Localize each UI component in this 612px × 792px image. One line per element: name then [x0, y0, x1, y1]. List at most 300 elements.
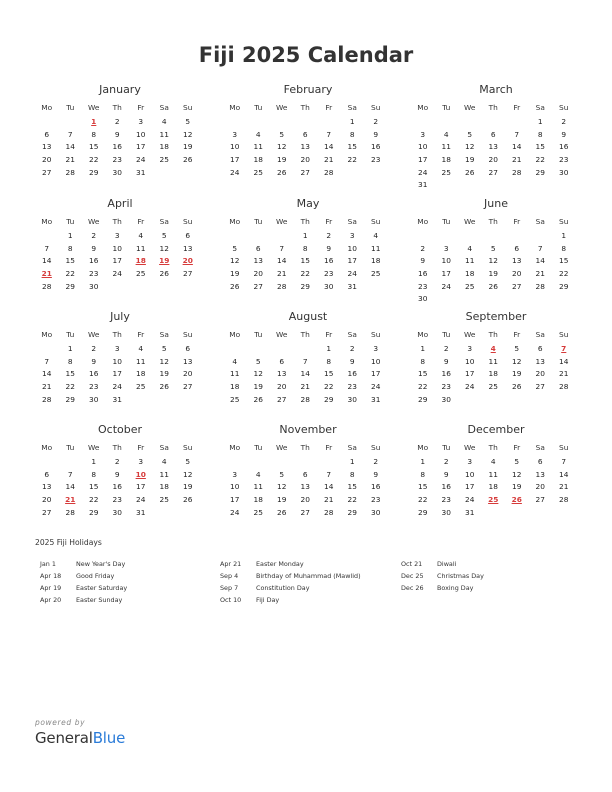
weekday-label: Tu	[66, 330, 75, 339]
week-row	[411, 343, 581, 356]
day-cell	[482, 293, 506, 306]
day-cell: 17	[112, 256, 122, 266]
day-cell: 10	[347, 243, 357, 253]
day-cell: 7	[279, 243, 285, 253]
day-cell: 13	[183, 243, 193, 253]
holiday-name: Easter Sunday	[76, 596, 123, 604]
day-cell: 23	[441, 495, 451, 505]
day-cell: 12	[512, 469, 522, 479]
powered-by-text: powered by	[35, 718, 86, 727]
holiday-column	[220, 558, 361, 606]
day-cell: 6	[279, 356, 285, 366]
month-name: June	[484, 197, 508, 210]
day-cell: 2	[443, 457, 449, 466]
week-row	[411, 293, 581, 306]
day-cell	[247, 343, 271, 356]
day-cell: 8	[91, 129, 97, 139]
day-cell: 18	[253, 495, 263, 505]
day-cell: 30	[441, 394, 451, 404]
day-cell: 14	[512, 142, 522, 152]
week-row	[411, 230, 581, 243]
day-cell: 23	[371, 155, 381, 165]
day-cell: 27	[183, 382, 193, 392]
holiday-day-cell: 19	[159, 256, 170, 266]
day-cell	[552, 293, 576, 306]
day-cell: 31	[371, 394, 381, 404]
day-cell: 25	[159, 495, 169, 505]
weekday-label: Sa	[535, 103, 545, 112]
day-cell	[294, 456, 318, 469]
weekday-label: Th	[488, 443, 498, 452]
day-cell: 15	[300, 256, 310, 266]
day-cell	[529, 230, 553, 243]
holiday-date: Apr 21	[220, 560, 242, 568]
month-name: November	[279, 423, 337, 436]
day-cell: 6	[44, 129, 50, 139]
day-cell	[247, 456, 271, 469]
weekday-label: Tu	[66, 103, 75, 112]
day-cell: 1	[67, 344, 73, 353]
weekday-label: We	[464, 103, 476, 112]
day-cell	[458, 230, 482, 243]
holiday-name: Good Friday	[76, 572, 115, 580]
day-cell: 24	[230, 167, 240, 177]
weekday-header	[411, 441, 581, 456]
day-cell: 14	[559, 356, 569, 366]
weekday-label: Mo	[229, 217, 241, 226]
day-cell: 17	[230, 155, 240, 165]
week-row	[223, 456, 393, 469]
day-cell: 15	[418, 482, 428, 492]
brand-name-part2: Blue	[92, 729, 126, 747]
day-cell: 18	[253, 155, 263, 165]
day-cell: 27	[535, 382, 545, 392]
day-cell: 15	[418, 369, 428, 379]
day-cell	[176, 507, 200, 520]
day-cell: 29	[89, 507, 99, 517]
day-cell	[270, 230, 294, 243]
day-cell: 18	[371, 256, 381, 266]
day-cell: 22	[324, 382, 334, 392]
holiday-name: Diwali	[437, 560, 457, 568]
weekday-label: We	[88, 217, 100, 226]
day-cell: 29	[535, 167, 545, 177]
month-march	[411, 83, 581, 192]
week-row	[35, 230, 205, 243]
day-cell: 19	[159, 369, 169, 379]
weekday-label: Sa	[347, 330, 357, 339]
weekday-label: Fr	[325, 330, 333, 339]
day-cell: 17	[112, 369, 122, 379]
day-cell	[176, 167, 200, 180]
day-cell: 24	[465, 495, 475, 505]
day-cell	[411, 230, 435, 243]
weekday-label: Mo	[229, 330, 241, 339]
weekday-label: Th	[112, 443, 122, 452]
week-row	[35, 116, 205, 129]
day-cell	[505, 179, 529, 192]
day-cell: 12	[159, 356, 169, 366]
month-september	[411, 310, 581, 406]
day-cell: 5	[490, 243, 496, 253]
day-cell: 13	[300, 482, 310, 492]
day-cell: 18	[465, 269, 475, 279]
holiday-name: Constitution Day	[256, 584, 310, 592]
day-cell: 26	[183, 155, 193, 165]
weekday-label: Tu	[442, 330, 451, 339]
day-cell	[458, 116, 482, 129]
day-cell: 13	[488, 142, 498, 152]
weekday-label: Tu	[66, 217, 75, 226]
day-cell: 5	[514, 344, 520, 353]
day-cell: 20	[300, 495, 310, 505]
weekday-label: Su	[183, 217, 193, 226]
holiday-row	[40, 582, 127, 594]
day-cell: 9	[326, 243, 332, 253]
weekday-label: Su	[183, 330, 193, 339]
day-cell: 18	[230, 382, 240, 392]
day-cell: 28	[300, 394, 310, 404]
week-row	[35, 141, 205, 154]
day-cell: 11	[253, 482, 263, 492]
day-cell: 4	[490, 457, 496, 466]
weekday-label: We	[88, 330, 100, 339]
day-cell: 8	[349, 469, 355, 479]
week-row	[411, 167, 581, 180]
week-row	[35, 507, 205, 520]
holiday-date: Oct 10	[220, 596, 242, 604]
day-cell: 18	[159, 142, 169, 152]
day-cell: 26	[183, 495, 193, 505]
day-cell: 13	[183, 356, 193, 366]
day-cell: 5	[185, 117, 191, 126]
day-cell: 26	[159, 382, 169, 392]
day-cell: 25	[136, 382, 146, 392]
weekday-label: Th	[112, 330, 122, 339]
day-cell: 25	[136, 269, 146, 279]
week-row	[35, 469, 205, 482]
day-cell: 5	[467, 129, 473, 139]
day-cell: 16	[371, 142, 381, 152]
week-row	[35, 129, 205, 142]
day-cell: 1	[349, 457, 355, 466]
day-cell: 24	[136, 495, 146, 505]
day-cell: 6	[255, 243, 261, 253]
weekday-label: Su	[183, 443, 193, 452]
day-cell: 26	[277, 167, 287, 177]
day-cell: 4	[161, 457, 167, 466]
day-cell: 6	[302, 129, 308, 139]
day-cell: 27	[277, 394, 287, 404]
month-name: March	[479, 83, 513, 96]
day-cell: 2	[114, 457, 120, 466]
day-cell: 22	[300, 269, 310, 279]
day-cell: 24	[465, 382, 475, 392]
holiday-day-cell: 10	[135, 469, 146, 479]
day-cell	[505, 116, 529, 129]
month-name: December	[467, 423, 525, 436]
day-cell: 8	[561, 243, 567, 253]
day-cell: 19	[465, 155, 475, 165]
week-row	[223, 343, 393, 356]
day-cell: 16	[441, 369, 451, 379]
day-cell: 28	[277, 281, 287, 291]
day-cell: 11	[441, 142, 451, 152]
day-cell: 2	[326, 231, 332, 240]
brand-name-part1: General	[35, 729, 93, 747]
month-april	[35, 197, 205, 293]
weekday-label: Sa	[159, 443, 169, 452]
day-cell: 5	[514, 457, 520, 466]
day-cell: 28	[512, 167, 522, 177]
day-cell: 22	[65, 269, 75, 279]
day-cell: 10	[441, 256, 451, 266]
day-cell: 3	[373, 344, 379, 353]
holiday-date: Apr 19	[40, 584, 62, 592]
month-august	[223, 310, 393, 406]
holiday-day-cell: 25	[488, 495, 499, 505]
day-cell: 3	[114, 231, 120, 240]
holiday-day-cell: 21	[41, 269, 52, 279]
day-cell: 7	[67, 469, 73, 479]
day-cell: 20	[535, 482, 545, 492]
day-cell	[529, 507, 553, 520]
day-cell: 4	[138, 231, 144, 240]
day-cell: 17	[441, 269, 451, 279]
day-cell: 12	[183, 469, 193, 479]
day-cell: 15	[65, 256, 75, 266]
day-cell: 10	[371, 356, 381, 366]
day-cell: 8	[91, 469, 97, 479]
day-cell	[223, 456, 247, 469]
day-cell	[505, 394, 529, 407]
day-cell: 20	[253, 269, 263, 279]
day-cell: 31	[465, 507, 475, 517]
day-cell: 15	[535, 142, 545, 152]
day-cell: 23	[371, 495, 381, 505]
weekday-label: Tu	[254, 443, 263, 452]
week-row	[411, 507, 581, 520]
holiday-day-cell: 18	[135, 256, 146, 266]
day-cell: 11	[371, 243, 381, 253]
day-cell: 1	[91, 457, 97, 466]
day-cell: 8	[67, 243, 73, 253]
weekday-label: Su	[371, 103, 381, 112]
weekday-header	[35, 215, 205, 230]
holiday-list-title: 2025 Fiji Holidays	[35, 538, 102, 547]
day-cell	[505, 507, 529, 520]
holiday-name: Easter Saturday	[76, 584, 128, 592]
day-cell: 6	[537, 344, 543, 353]
day-cell: 19	[512, 369, 522, 379]
day-cell	[176, 281, 200, 294]
holiday-name: Boxing Day	[437, 584, 474, 592]
day-cell: 10	[230, 482, 240, 492]
day-cell	[247, 116, 271, 129]
weekday-label: Mo	[229, 443, 241, 452]
holiday-name: Birthday of Muhammad (Mawlid)	[256, 572, 361, 580]
day-cell: 8	[420, 469, 426, 479]
day-cell: 30	[441, 507, 451, 517]
day-cell	[482, 507, 506, 520]
day-cell: 6	[185, 344, 191, 353]
day-cell	[505, 230, 529, 243]
holiday-row	[401, 582, 484, 594]
weekday-label: Fr	[513, 103, 521, 112]
month-december	[411, 423, 581, 519]
day-cell: 6	[490, 129, 496, 139]
day-cell: 7	[537, 243, 543, 253]
day-cell: 5	[185, 457, 191, 466]
day-cell: 28	[324, 167, 334, 177]
day-cell: 2	[443, 344, 449, 353]
weekday-label: Tu	[442, 217, 451, 226]
day-cell: 4	[255, 129, 261, 139]
week-row	[35, 343, 205, 356]
day-cell	[153, 281, 177, 294]
day-cell: 31	[112, 394, 122, 404]
day-cell: 24	[347, 269, 357, 279]
month-name: October	[97, 423, 143, 436]
month-name: August	[288, 310, 328, 323]
day-cell: 27	[253, 281, 263, 291]
day-cell: 28	[559, 382, 569, 392]
week-row	[35, 394, 205, 407]
brand-logo	[35, 718, 125, 747]
day-cell: 1	[302, 231, 308, 240]
day-cell: 25	[465, 281, 475, 291]
weekday-header	[223, 101, 393, 116]
holiday-date: Apr 18	[40, 572, 62, 580]
day-cell	[435, 116, 459, 129]
weekday-header	[411, 328, 581, 343]
day-cell	[411, 116, 435, 129]
month-july	[35, 310, 205, 406]
day-cell	[458, 394, 482, 407]
holiday-date: Sep 4	[220, 572, 239, 580]
day-cell: 22	[535, 155, 545, 165]
week-row	[35, 381, 205, 394]
weekday-label: Sa	[347, 443, 357, 452]
week-row	[411, 179, 581, 192]
day-cell	[270, 456, 294, 469]
weekday-header	[411, 215, 581, 230]
holiday-row	[40, 558, 127, 570]
day-cell: 13	[277, 369, 287, 379]
day-cell: 5	[161, 344, 167, 353]
weekday-label: Fr	[513, 443, 521, 452]
day-cell: 24	[371, 382, 381, 392]
day-cell: 17	[347, 256, 357, 266]
day-cell: 2	[373, 117, 379, 126]
day-cell: 21	[559, 482, 569, 492]
day-cell: 7	[326, 469, 332, 479]
weekday-label: Su	[371, 443, 381, 452]
weekday-label: We	[276, 443, 288, 452]
day-cell: 22	[65, 382, 75, 392]
day-cell: 9	[443, 469, 449, 479]
week-row	[35, 356, 205, 369]
day-cell: 13	[535, 469, 545, 479]
day-cell: 31	[347, 281, 357, 291]
day-cell: 26	[465, 167, 475, 177]
week-row	[35, 154, 205, 167]
day-cell: 6	[537, 457, 543, 466]
weekday-header	[35, 441, 205, 456]
day-cell	[552, 394, 576, 407]
day-cell: 2	[91, 344, 97, 353]
day-cell: 11	[488, 356, 498, 366]
day-cell: 16	[112, 142, 122, 152]
weekday-label: Mo	[229, 103, 241, 112]
day-cell: 2	[349, 344, 355, 353]
day-cell: 11	[159, 129, 169, 139]
day-cell: 30	[324, 281, 334, 291]
day-cell: 20	[512, 269, 522, 279]
weekday-label: Fr	[325, 103, 333, 112]
day-cell: 10	[136, 129, 146, 139]
month-february	[223, 83, 393, 179]
day-cell: 26	[159, 269, 169, 279]
month-may	[223, 197, 393, 293]
day-cell: 15	[65, 369, 75, 379]
weekday-label: Mo	[417, 443, 429, 452]
day-cell: 16	[347, 369, 357, 379]
week-row	[35, 268, 205, 281]
day-cell: 2	[114, 117, 120, 126]
day-cell: 24	[418, 167, 428, 177]
day-cell: 5	[255, 356, 261, 366]
day-cell: 12	[277, 142, 287, 152]
week-row	[35, 494, 205, 507]
weekday-label: Fr	[513, 330, 521, 339]
day-cell: 17	[136, 142, 146, 152]
day-cell: 3	[232, 129, 238, 139]
day-cell: 25	[488, 382, 498, 392]
day-cell: 10	[465, 356, 475, 366]
day-cell: 26	[512, 382, 522, 392]
day-cell: 21	[65, 155, 75, 165]
brand-name	[35, 729, 125, 747]
week-row	[223, 281, 393, 294]
weekday-label: Su	[559, 330, 569, 339]
weekday-label: Th	[488, 330, 498, 339]
day-cell: 5	[232, 243, 238, 253]
day-cell: 9	[114, 469, 120, 479]
day-cell: 10	[465, 469, 475, 479]
weekday-header	[223, 328, 393, 343]
day-cell: 4	[138, 344, 144, 353]
weekday-label: Fr	[137, 443, 145, 452]
day-cell: 29	[65, 281, 75, 291]
day-cell	[482, 116, 506, 129]
weekday-label: Tu	[254, 330, 263, 339]
page-title: Fiji 2025 Calendar	[198, 43, 414, 67]
day-cell: 27	[42, 167, 52, 177]
week-row	[35, 281, 205, 294]
day-cell: 16	[324, 256, 334, 266]
holiday-row	[401, 570, 484, 582]
day-cell: 16	[112, 482, 122, 492]
week-row	[223, 507, 393, 520]
day-cell: 29	[347, 507, 357, 517]
day-cell: 14	[300, 369, 310, 379]
day-cell	[59, 456, 83, 469]
day-cell: 29	[324, 394, 334, 404]
day-cell: 25	[159, 155, 169, 165]
week-row	[223, 268, 393, 281]
weekday-label: Sa	[535, 443, 545, 452]
